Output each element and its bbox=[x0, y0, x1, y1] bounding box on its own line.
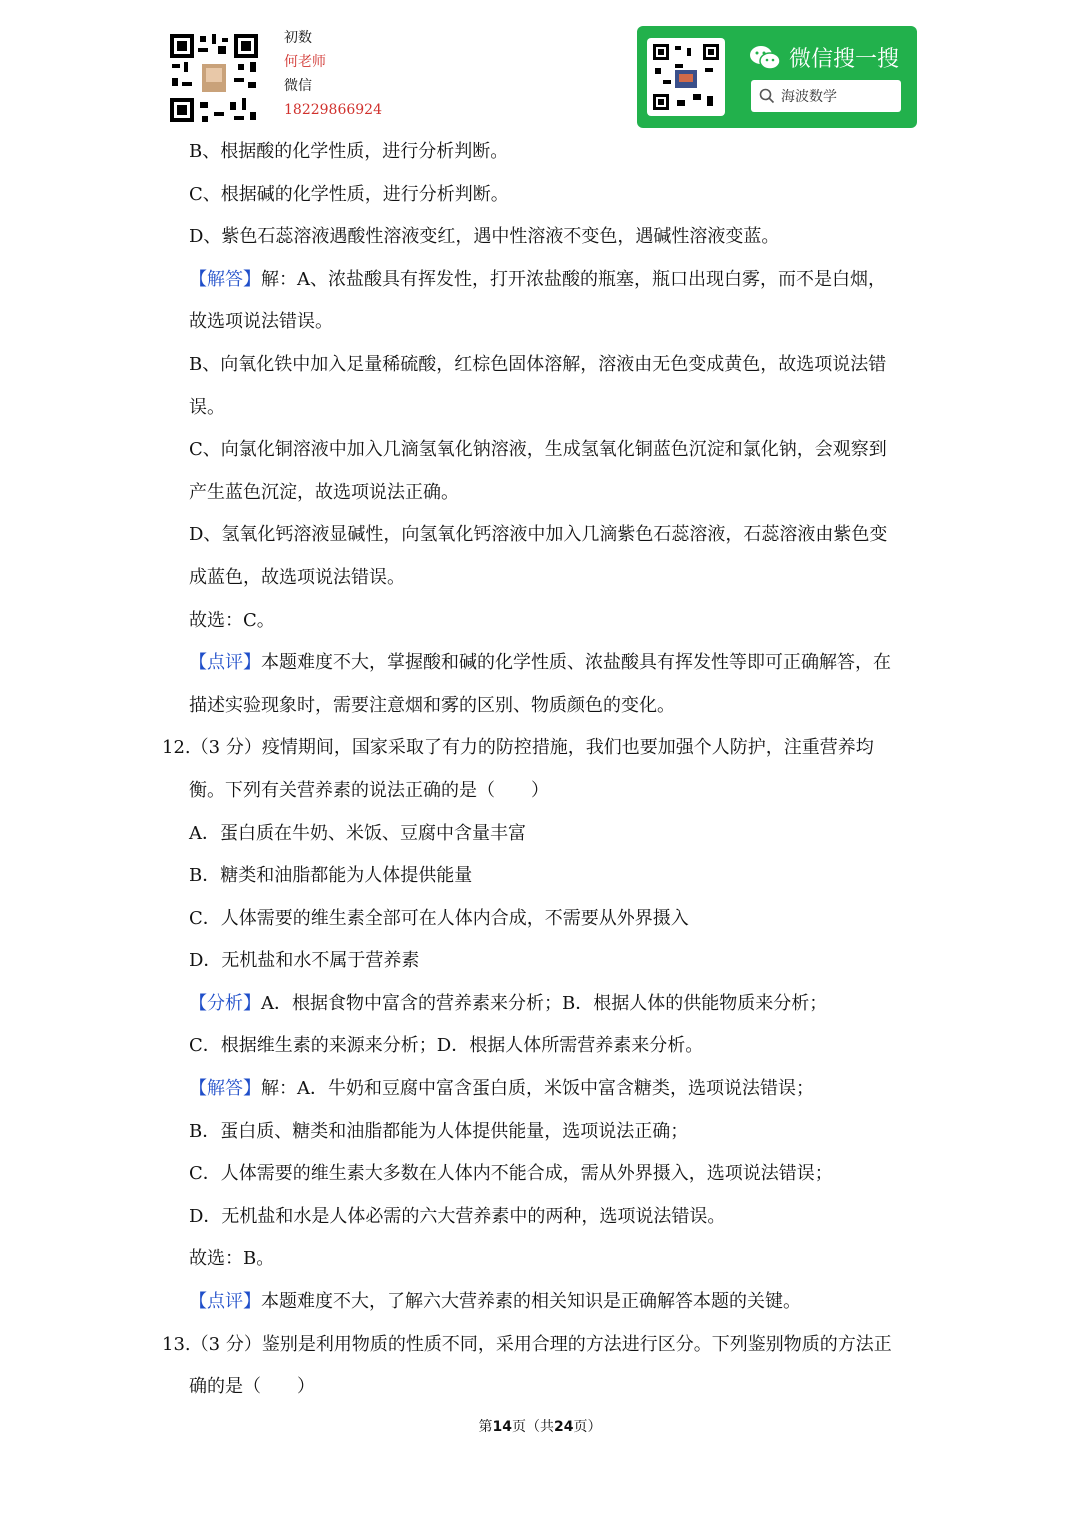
line-text: A．蛋白质在牛奶、米饭、豆腐中含量丰富 bbox=[189, 822, 526, 844]
contact-phone: 18229866924 bbox=[284, 102, 382, 118]
line-text: 成蓝色，故选项说法错误。 bbox=[189, 566, 405, 588]
wechat-icon bbox=[749, 45, 781, 71]
wechat-qr-code bbox=[647, 38, 725, 116]
footer-total-pages: 24 bbox=[554, 1419, 574, 1435]
line-text: C、根据碱的化学性质，进行分析判断。 bbox=[189, 183, 509, 205]
section-tag: 【解答】 bbox=[189, 268, 261, 290]
line-text: A．根据食物中富含的营养素来分析；B．根据人体的供能物质来分析； bbox=[261, 992, 828, 1014]
wechat-search-title bbox=[749, 42, 899, 73]
line-text: 解：A．牛奶和豆腐中富含蛋白质，米饭中富含糖类，选项说法错误； bbox=[261, 1078, 814, 1100]
line-text: 产生蓝色沉淀，故选项说法正确。 bbox=[189, 481, 459, 503]
text-line bbox=[162, 472, 920, 515]
contact-subject: 初数 bbox=[284, 30, 312, 46]
line-text: 本题难度不大，了解六大营养素的相关知识是正确解答本题的关键。 bbox=[261, 1291, 801, 1313]
wechat-search-card bbox=[637, 26, 917, 128]
question-number: 13. bbox=[162, 1333, 191, 1355]
text-line bbox=[162, 387, 920, 430]
line-text: D．无机盐和水不属于营养素 bbox=[189, 950, 420, 972]
text-line bbox=[162, 259, 920, 302]
line-text: D．无机盐和水是人体必需的六大营养素中的两种，选项说法错误。 bbox=[189, 1205, 726, 1227]
question-line bbox=[162, 727, 920, 770]
text-line bbox=[162, 642, 920, 685]
text-line bbox=[162, 983, 920, 1026]
wechat-search-text: 海波数学 bbox=[781, 89, 837, 105]
line-text: C．根据维生素的来源来分析；D．根据人体所需营养素来分析。 bbox=[189, 1035, 704, 1057]
text-line bbox=[162, 940, 920, 983]
footer-suffix: 页） bbox=[573, 1419, 602, 1435]
line-text: B．蛋白质、糖类和油脂都能为人体提供能量，选项说法正确； bbox=[189, 1120, 689, 1142]
text-line bbox=[162, 1025, 920, 1068]
text-line bbox=[162, 898, 920, 941]
footer-prefix: 第 bbox=[478, 1419, 493, 1435]
text-line bbox=[162, 685, 920, 728]
text-line bbox=[162, 514, 920, 557]
line-text: D、氢氧化钙溶液显碱性，向氢氧化钙溶液中加入几滴紫色石蕊溶液，石蕊溶液由紫色变 bbox=[189, 524, 888, 546]
section-tag: 【解答】 bbox=[189, 1078, 261, 1100]
section-tag: 【分析】 bbox=[189, 992, 261, 1014]
section-tag: 【点评】 bbox=[189, 652, 261, 674]
footer-page-number: 14 bbox=[492, 1419, 512, 1435]
text-line bbox=[162, 1238, 920, 1281]
text-line bbox=[162, 855, 920, 898]
contact-wechat-label: 微信 bbox=[284, 78, 312, 94]
line-text: 衡。下列有关营养素的说法正确的是（ ） bbox=[189, 779, 549, 801]
line-text: 故选项说法错误。 bbox=[189, 311, 333, 333]
text-line bbox=[162, 1281, 920, 1324]
line-text: B．糖类和油脂都能为人体提供能量 bbox=[189, 865, 473, 887]
question-line bbox=[162, 1324, 920, 1367]
text-line bbox=[162, 174, 920, 217]
line-text: 本题难度不大，掌握酸和碱的化学性质、浓盐酸具有挥发性等即可正确解答，在 bbox=[261, 652, 891, 674]
line-text: C．人体需要的维生素全部可在人体内合成，不需要从外界摄入 bbox=[189, 907, 689, 929]
line-text: 解：A、浓盐酸具有挥发性，打开浓盐酸的瓶塞，瓶口出现白雾，而不是白烟， bbox=[261, 268, 886, 290]
wechat-title-text: 微信搜一搜 bbox=[789, 47, 900, 72]
text-line bbox=[162, 1153, 920, 1196]
text-line bbox=[162, 344, 920, 387]
teacher-contact bbox=[284, 26, 382, 122]
text-line bbox=[162, 131, 920, 174]
text-line bbox=[162, 813, 920, 856]
line-text: B、根据酸的化学性质，进行分析判断。 bbox=[189, 141, 509, 162]
text-line bbox=[162, 600, 920, 643]
question-number: 12. bbox=[162, 737, 191, 759]
section-tag: 【点评】 bbox=[189, 1291, 261, 1313]
text-line bbox=[162, 1111, 920, 1154]
document-body bbox=[162, 131, 920, 1409]
text-line bbox=[162, 557, 920, 600]
footer-mid: 页（共 bbox=[512, 1419, 554, 1435]
search-icon bbox=[759, 88, 775, 104]
line-text: C．人体需要的维生素大多数在人体内不能合成，需从外界摄入，选项说法错误； bbox=[189, 1163, 833, 1185]
text-line bbox=[162, 770, 920, 813]
line-text: 故选：B。 bbox=[189, 1248, 275, 1270]
page-footer bbox=[0, 1416, 1080, 1436]
wechat-search-box[interactable] bbox=[751, 80, 901, 112]
line-text: D、紫色石蕊溶液遇酸性溶液变红，遇中性溶液不变色，遇碱性溶液变蓝。 bbox=[189, 226, 780, 248]
line-text: （3 分）疫情期间，国家采取了有力的防控措施，我们也要加强个人防护，注重营养均 bbox=[190, 737, 874, 759]
line-text: 故选：C。 bbox=[189, 609, 275, 631]
text-line bbox=[162, 429, 920, 472]
text-line bbox=[162, 1366, 920, 1409]
text-line bbox=[162, 1196, 920, 1239]
text-line bbox=[162, 1068, 920, 1111]
line-text: （3 分）鉴别是利用物质的性质不同，采用合理的方法进行区分。下列鉴别物质的方法正 bbox=[190, 1333, 892, 1355]
qr-code-image bbox=[168, 32, 260, 124]
line-text: 描述实验现象时，需要注意烟和雾的区别、物质颜色的变化。 bbox=[189, 694, 675, 716]
line-text: B、向氧化铁中加入足量稀硫酸，红棕色固体溶解，溶液由无色变成黄色，故选项说法错 bbox=[189, 353, 887, 375]
line-text: 误。 bbox=[189, 396, 225, 418]
text-line bbox=[162, 301, 920, 344]
line-text: 确的是（ ） bbox=[189, 1376, 315, 1398]
line-text: C、向氯化铜溶液中加入几滴氢氧化钠溶液，生成氢氧化铜蓝色沉淀和氯化钠，会观察到 bbox=[189, 439, 887, 461]
contact-name: 何老师 bbox=[284, 54, 326, 70]
text-line bbox=[162, 216, 920, 259]
